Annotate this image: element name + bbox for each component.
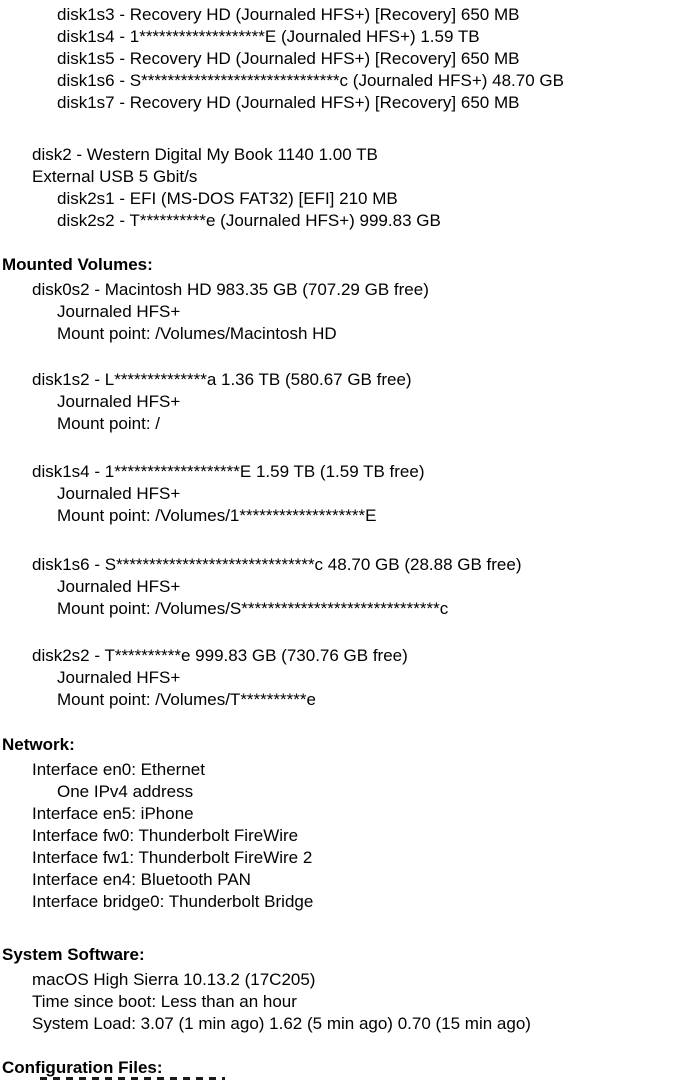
configuration-files-section <box>0 1057 691 1079</box>
volume-line: disk0s2 - Macintosh HD 983.35 GB (707.29 GB free) <box>32 280 429 299</box>
spacer <box>0 527 691 554</box>
mounted-volumes-section <box>0 254 691 711</box>
section-heading-mounted-volumes: Mounted Volumes: <box>2 255 153 274</box>
report-line-disk1s4: disk1s4 - 1*******************E (Journaled HFS+) 1.59 TB <box>57 27 480 46</box>
section-heading-network: Network: <box>2 735 75 754</box>
volume-mount-point: Mount point: /Volumes/1*******************E <box>57 506 377 525</box>
report-line-disk2s1: disk2s1 - EFI (MS-DOS FAT32) [EFI] 210 MB <box>57 189 398 208</box>
spacer <box>0 232 691 254</box>
spacer <box>0 1035 691 1057</box>
section-heading-configuration-files: Configuration Files: <box>2 1058 163 1077</box>
spacer <box>0 435 691 461</box>
report-line-interface-en4: Interface en4: Bluetooth PAN <box>32 870 251 889</box>
volume-mount-point: Mount point: /Volumes/Macintosh HD <box>57 324 337 343</box>
report-line-interface-bridge0: Interface bridge0: Thunderbolt Bridge <box>32 892 314 911</box>
report-line-disk2-model: disk2 - Western Digital My Book 1140 1.00 TB <box>32 145 378 164</box>
report-line-disk1s7: disk1s7 - Recovery HD (Journaled HFS+) [Recovery] 650 MB <box>57 93 520 112</box>
volume-block-disk1s4 <box>0 461 691 527</box>
report-line-en0-detail: One IPv4 address <box>57 782 194 801</box>
report-line-disk2-bus: External USB 5 Gbit/s <box>32 167 198 186</box>
report-line-interface-fw1: Interface fw1: Thunderbolt FireWire 2 <box>32 848 313 867</box>
volume-filesystem: Journaled HFS+ <box>57 392 181 411</box>
volume-line: disk1s4 - 1*******************E 1.59 TB (1.59 TB free) <box>32 462 425 481</box>
volume-mount-point: Mount point: /Volumes/T**********e <box>57 690 316 709</box>
spacer <box>0 620 691 645</box>
report-line-disk2s2: disk2s2 - T**********e (Journaled HFS+) 999.83 GB <box>57 211 441 230</box>
report-line-os-version: macOS High Sierra 10.13.2 (17C205) <box>32 970 316 989</box>
system-software-section <box>0 944 691 1035</box>
spacer <box>0 345 691 369</box>
volume-mount-point: Mount point: / <box>57 414 161 433</box>
volume-line: disk2s2 - T**********e 999.83 GB (730.76 GB free) <box>32 646 408 665</box>
network-section <box>0 734 691 913</box>
volume-line: disk1s2 - L**************a 1.36 TB (580.67 GB free) <box>32 370 412 389</box>
report-line-interface-en0: Interface en0: Ethernet <box>32 760 205 779</box>
volume-block-disk1s6 <box>0 554 691 620</box>
spacer <box>0 114 691 144</box>
volume-line: disk1s6 - S******************************c 48.70 GB (28.88 GB free) <box>32 555 522 574</box>
spacer <box>0 913 691 944</box>
disk1-partition-list <box>0 4 691 114</box>
disk2-block <box>0 144 691 232</box>
volume-filesystem: Journaled HFS+ <box>57 484 181 503</box>
volume-block-disk0s2 <box>0 279 691 345</box>
report-line-interface-fw0: Interface fw0: Thunderbolt FireWire <box>32 826 299 845</box>
volume-filesystem: Journaled HFS+ <box>57 577 181 596</box>
report-line-disk1s5: disk1s5 - Recovery HD (Journaled HFS+) [Recovery] 650 MB <box>57 49 520 68</box>
volume-filesystem: Journaled HFS+ <box>57 302 181 321</box>
volume-mount-point: Mount point: /Volumes/S******************************c <box>57 599 449 618</box>
section-heading-system-software: System Software: <box>2 945 145 964</box>
spacer <box>0 711 691 734</box>
volume-filesystem: Journaled HFS+ <box>57 668 181 687</box>
report-line-disk1s6: disk1s6 - S******************************c (Journaled HFS+) 48.70 GB <box>57 71 564 90</box>
volume-block-disk2s2 <box>0 645 691 711</box>
report-line-interface-en5: Interface en5: iPhone <box>32 804 194 823</box>
report-line-time-since-boot: Time since boot: Less than an hour <box>32 992 297 1011</box>
volume-block-disk1s2 <box>0 369 691 435</box>
report-line-system-load: System Load: 3.07 (1 min ago) 1.62 (5 min ago) 0.70 (15 min ago) <box>32 1014 531 1033</box>
report-line-disk1s3: disk1s3 - Recovery HD (Journaled HFS+) [Recovery] 650 MB <box>57 5 520 24</box>
